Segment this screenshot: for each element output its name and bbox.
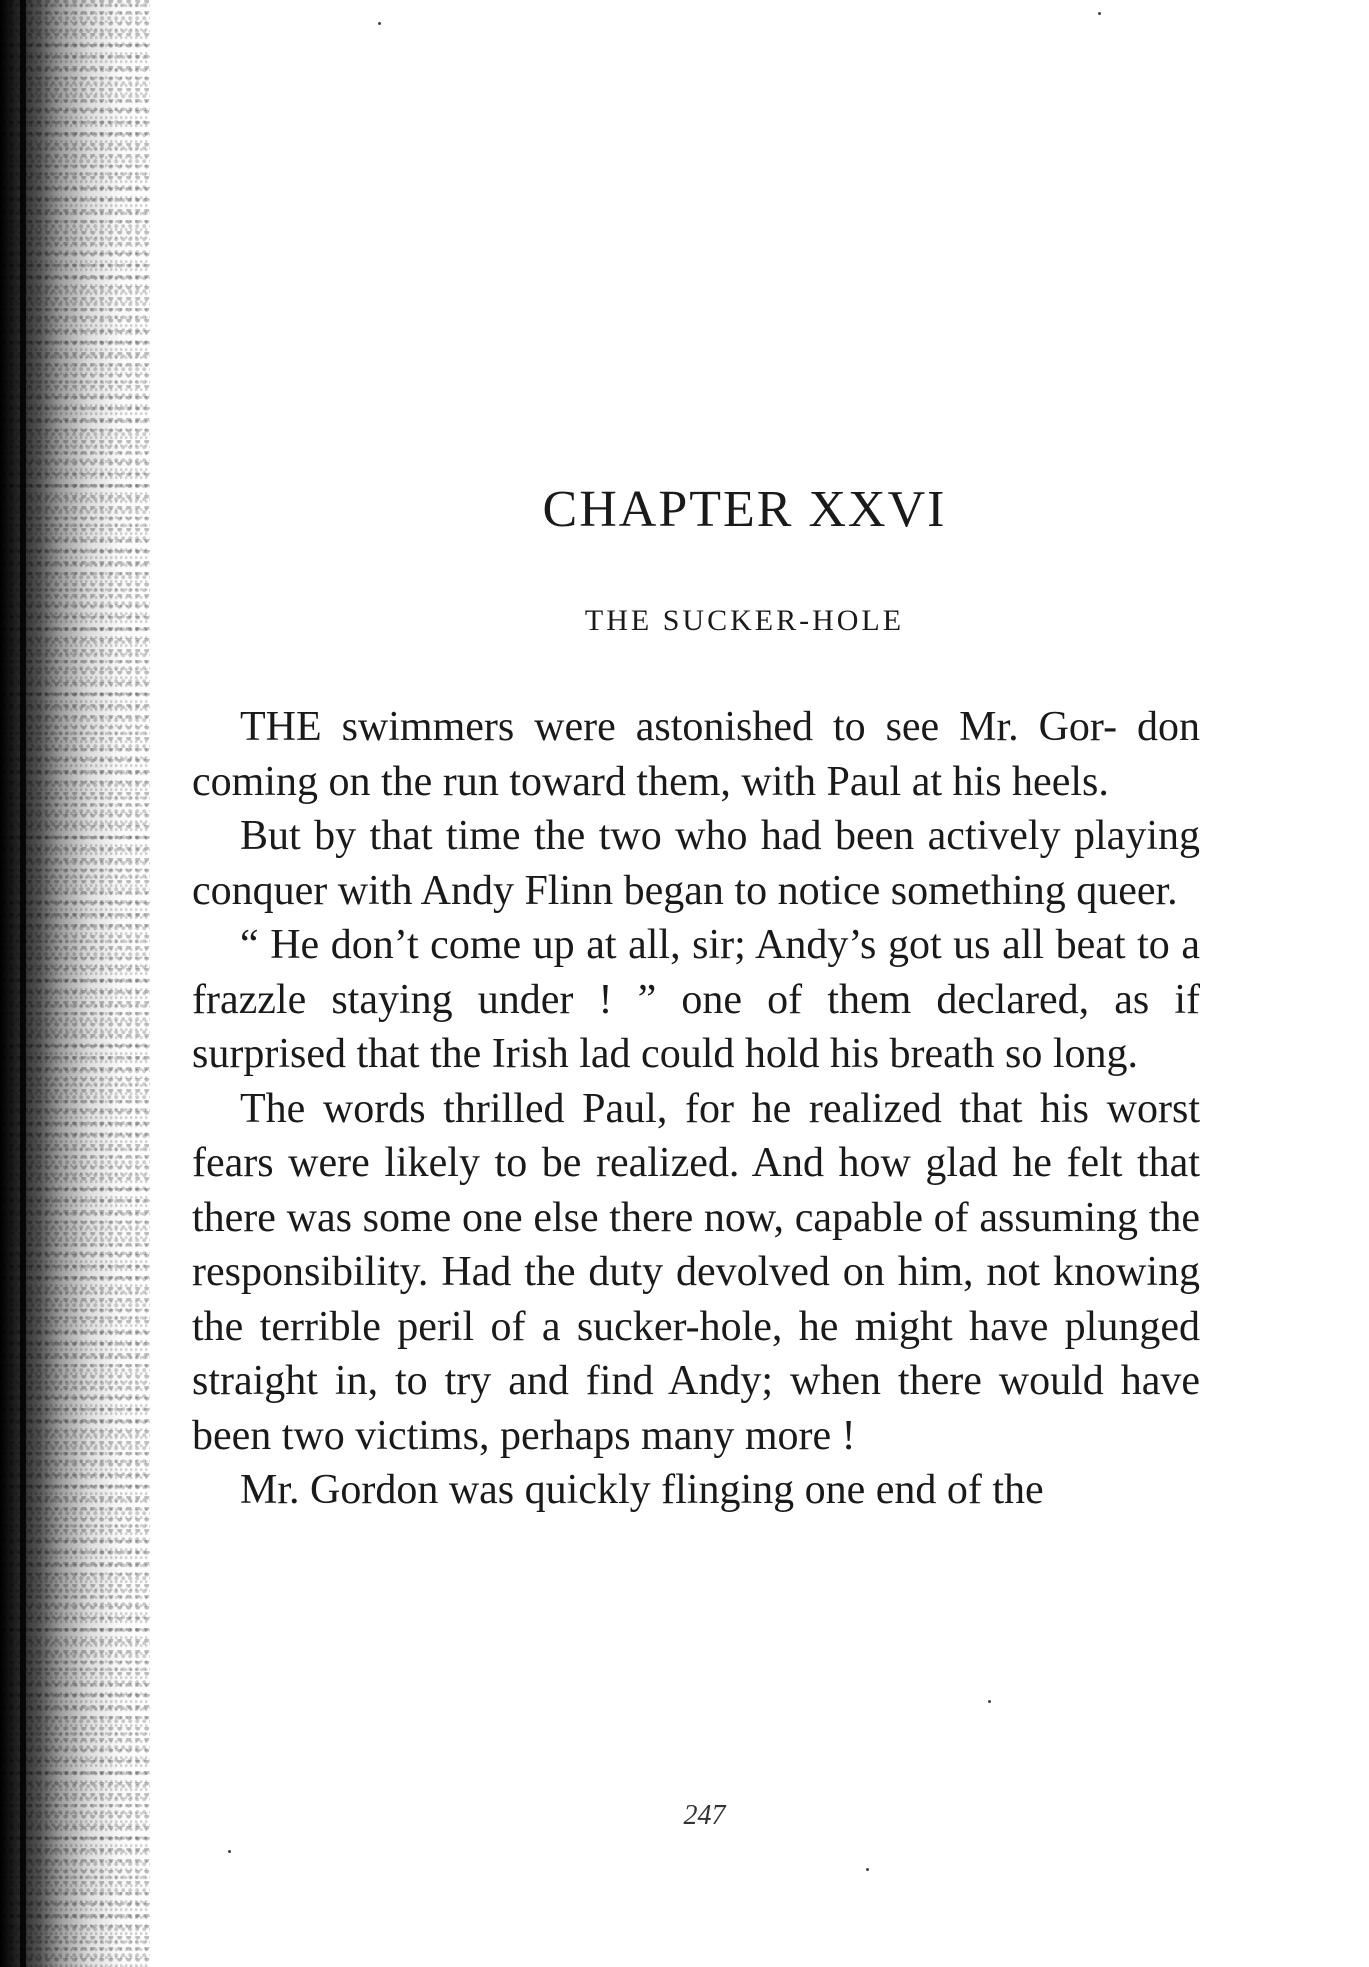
paragraph: The words thrilled Paul, for he realized that his worst fears were likely to be realized. And how glad he felt that there was some one else there now, capable of assuming the responsibility. Had the duty devolved on him, not knowing the terrible peril of a sucker-hole, he might have plunged straight in, to try and find Andy; when there would have been two victims, perhaps many more ! — [192, 1085, 1200, 1459]
paragraph: Mr. Gordon was quickly flinging one end of the — [240, 1467, 1044, 1513]
paragraph: “ He don’t come up at all, sir; Andy’s got us all beat to a frazzle staying under ! ” one of them declared, as if surprised that the Irish lad could hold his breath so long. — [192, 922, 1200, 1077]
binding-edge — [20, 0, 26, 1967]
scan-speck — [378, 22, 381, 25]
scan-speck — [988, 1700, 991, 1703]
paragraph: But by that time the two who had been actively playing conquer with Andy Flinn began to notice something queer. — [192, 813, 1200, 914]
chapter-body — [192, 700, 1200, 1518]
scan-speck — [866, 1868, 869, 1871]
paragraph: THE swimmers were astonished to see Mr. Gor- don coming on the run toward them, with Paul at his heels. — [192, 704, 1200, 805]
chapter-subtitle: THE SUCKER-HOLE — [584, 604, 905, 637]
chapter-title: CHAPTER XXVI — [542, 481, 947, 538]
scan-speck — [1098, 12, 1101, 15]
scan-speck — [228, 1850, 231, 1853]
page-number: 247 — [683, 1800, 726, 1831]
